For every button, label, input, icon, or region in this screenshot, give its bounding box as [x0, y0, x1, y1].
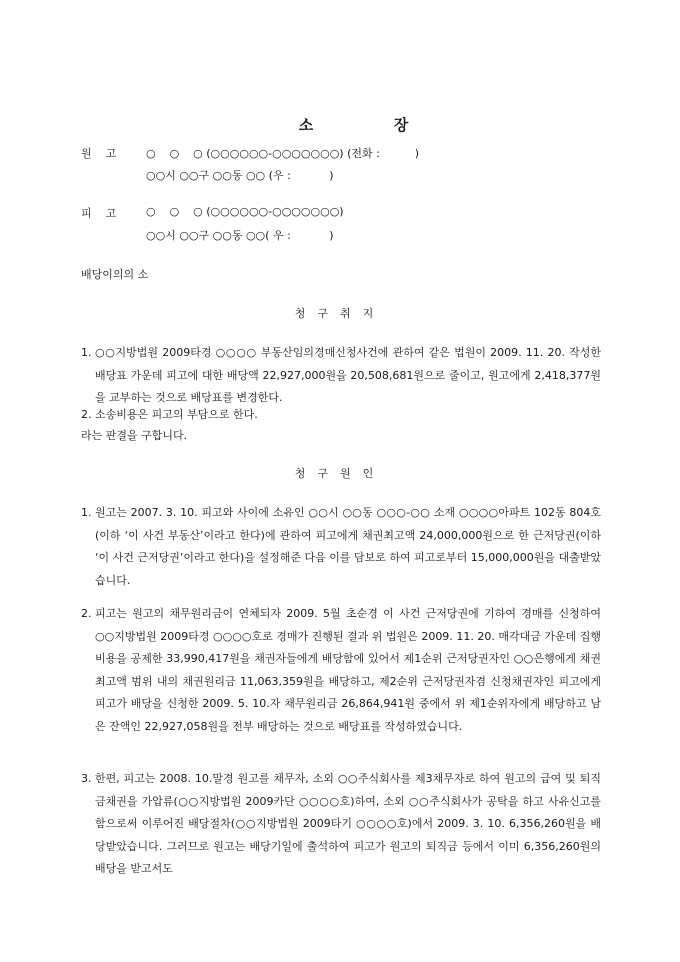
title-char-1: 소 — [298, 116, 316, 134]
ground-number: 2. — [81, 607, 92, 620]
plaintiff-address-line: ○○시 ○○구 ○○동 ○○ (우 : ) — [146, 169, 334, 182]
plaintiff-label: 원고 — [81, 147, 131, 160]
claims-closing: 라는 판결을 구합니다. — [81, 429, 188, 442]
claim-item-2 — [81, 404, 601, 427]
ground-text: 한편, 피고는 2008. 10.말경 원고를 채무자, 소외 ○○주식회사를 제3채무자로 하여 원고의 급여 및 퇴직금채권을 가압류(○○지방법원 2009카단 ○○○○호)하여, 소외 ○○주식회사가 공탁을 하고 사유신고를 함으로써 이루어진 배당절차(○○지방법원 2009타기 ○○○○호)에서 2009. 3. 10. 6,356,260원을 배당받았습니다. 그러므로 원고는 배당기일에 출석하여 피고가 원고의 퇴직금 등에서 이미 6,356,260원의 배당을 받고서도 — [95, 772, 601, 875]
ground-text: 피고는 원고의 채무원리금이 연체되자 2009. 5월 초순경 이 사건 근저당권에 기하여 경매를 신청하여 ○○지방법원 2009타경 ○○○○호로 경매가 진행된 결과 위 법원은 2009. 11. 20. 매각대금 가운데 집행비용을 공제한 33,990,417원을 채권자들에게 배당함에 있어서 제1순위 근저당권자인 ○○은행에게 채권최고액 범위 내의 채권원리금 11,063,359원을 배당하고, 제2순위 근저당권자겸 신청채권자인 피고에게 피고가 배당을 신청한 2009. 5. 10.자 채무원리금 26,864,941원 중에서 위 제1순위자에게 배당하고 남은 잔액인 22,927,058원을 전부 배당하는 것으로 배당표를 작성하였습니다. — [95, 607, 601, 733]
claim-text: ○○지방법원 2009타경 ○○○○ 부동산임의경매신청사건에 관하여 같은 법원이 2009. 11. 20. 작성한 배당표 가운데 피고에 대한 배당액 22,927,000원을 20,508,681원으로 줄이고, 원고에게 2,418,377원을 교부하는 것으로 배당표를 변경한다. — [95, 346, 601, 404]
defendant-label: 피고 — [81, 207, 131, 220]
claims-heading: 청구취지 — [294, 307, 386, 320]
defendant-address-line: ○○시 ○○구 ○○동 ○○( 우 : ) — [146, 229, 334, 242]
title-char-2: 장 — [393, 116, 411, 134]
ground-item-1 — [81, 502, 601, 592]
case-name: 배당이의의 소 — [81, 268, 149, 281]
ground-number: 1. — [81, 506, 92, 519]
ground-item-2 — [81, 603, 601, 738]
ground-number: 3. — [81, 772, 92, 785]
claim-number: 1. — [81, 346, 92, 359]
ground-item-3 — [81, 768, 601, 881]
claim-item-1 — [81, 342, 601, 410]
grounds-heading: 청구원인 — [294, 467, 386, 480]
defendant-name-line: ○ ○ ○ (○○○○○○-○○○○○○○) — [146, 205, 344, 218]
plaintiff-name-line: ○ ○ ○ (○○○○○○-○○○○○○○) (전화 : ) — [146, 147, 420, 160]
ground-text: 원고는 2007. 3. 10. 피고와 사이에 소유인 ○○시 ○○동 ○○○-○○ 소재 ○○○○아파트 102동 804호(이하 ‘이 사건 부동산’이라고 한다)에 관하여 피고에게 채권최고액 24,000,000원으로 한 근저당권(이하 ‘이 사건 근저당권’이라고 한다)을 설정해준 다음 이를 담보로 하여 피고로부터 15,000,000원을 대출받았습니다. — [95, 506, 601, 587]
claim-text: 소송비용은 피고의 부담으로 한다. — [95, 408, 258, 421]
claim-number: 2. — [81, 408, 92, 421]
